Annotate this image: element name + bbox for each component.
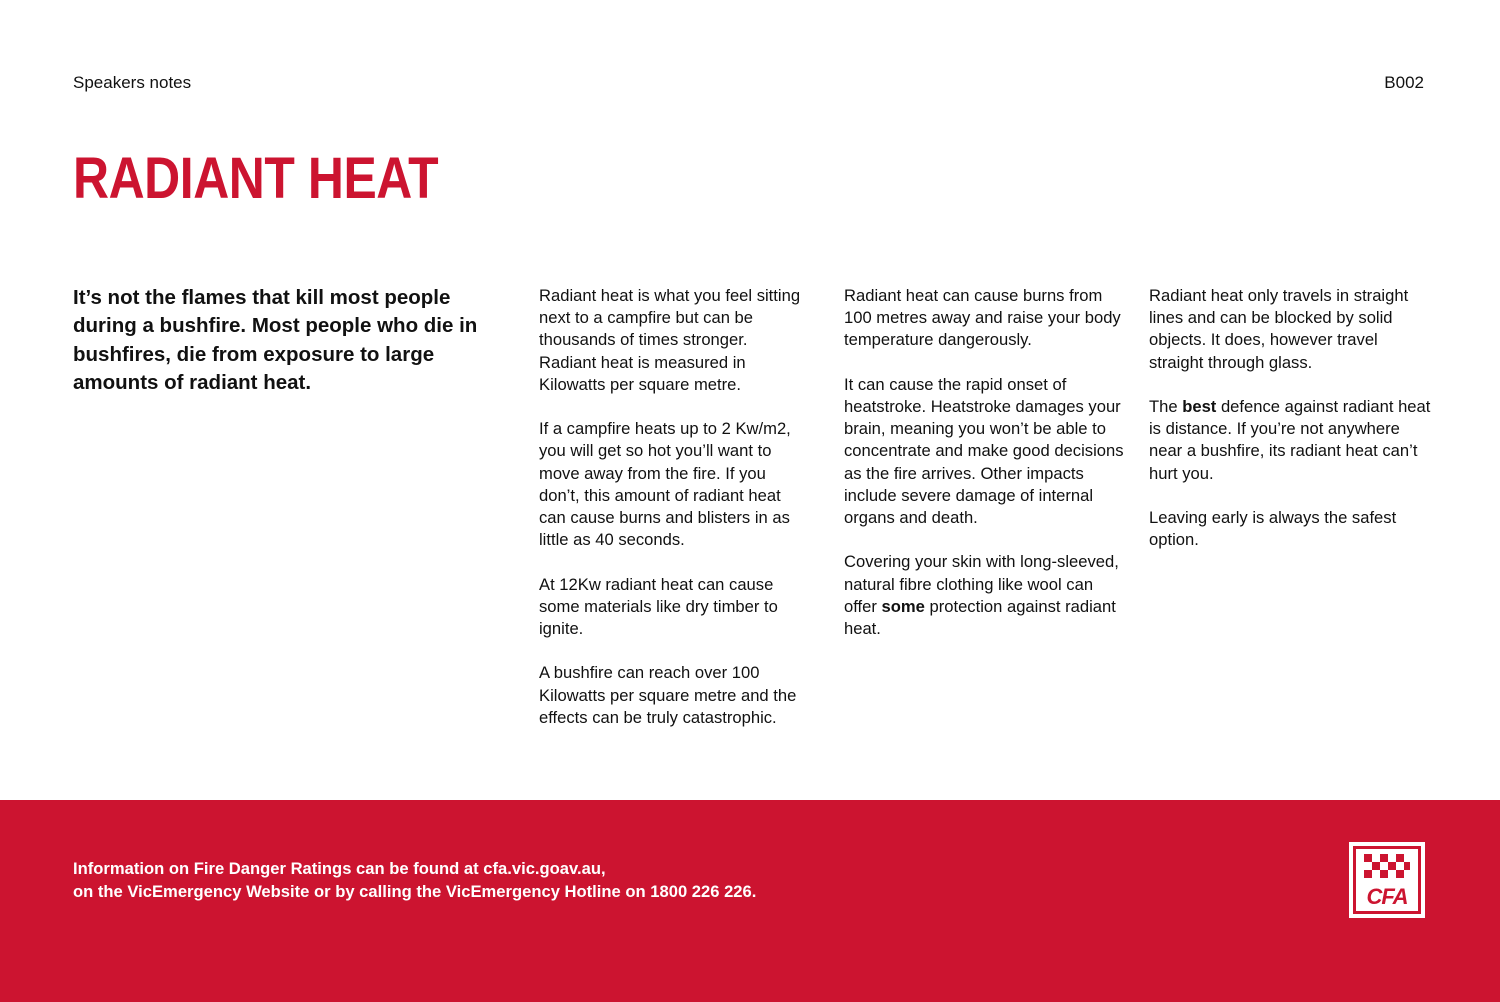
covering-emphasis: some xyxy=(881,596,925,616)
footer-line-2: on the VicEmergency Website or by calling the VicEmergency Hotline on 1800 226 226. xyxy=(73,882,757,901)
best-text-before: The xyxy=(1149,397,1183,416)
covering-text-before: Covering your skin with long-sleeved, natural fibre clothing like wool can offer xyxy=(844,552,1119,616)
paragraph-bushfire-100kw: A bushfire can reach over 100 Kilowatts per square metre and the effects can be truly catastrophic. xyxy=(539,663,797,727)
intro-statement: It’s not the flames that kill most people during a bushfire. Most people who die in bushfires, die from exposure to large amounts of radiant heat. xyxy=(73,286,478,394)
paragraph-covering-skin xyxy=(844,551,1129,640)
footer-info xyxy=(73,857,756,903)
paragraph-12kw: At 12Kw radiant heat can cause some materials like dry timber to ignite. xyxy=(539,574,778,639)
text-column-3 xyxy=(1149,285,1434,574)
paragraph-burns-100-metres: Radiant heat can cause burns from 100 metres away and raise your body temperature dangerously. xyxy=(844,286,1121,350)
text-column-1 xyxy=(539,285,809,751)
cfa-logo xyxy=(1349,842,1425,918)
speakers-notes-label: Speakers notes xyxy=(73,73,192,92)
footer-line-1: Information on Fire Danger Ratings can be found at cfa.vic.goav.au, xyxy=(73,859,606,878)
cfa-logo-text: CFA xyxy=(1366,884,1408,909)
page-code: B002 xyxy=(1384,73,1424,92)
paragraph-straight-lines: Radiant heat only travels in straight lines and can be blocked by solid objects. It does, however travel straight through glass. xyxy=(1149,286,1409,372)
paragraph-best-defence xyxy=(1149,396,1434,485)
paragraph-what-is-radiant-heat: Radiant heat is what you feel sitting next to a campfire but can be thousands of times stronger. Radiant heat is measured in Kilowatts per square metre. xyxy=(539,286,801,394)
paragraph-leaving-early: Leaving early is always the safest option. xyxy=(1149,508,1397,550)
paragraph-campfire-heat: If a campfire heats up to 2 Kw/m2, you will get so hot you’ll want to move away from the fire. If you don’t, this amount of radiant heat can cause burns and blisters in as little as 40 seconds. xyxy=(539,419,791,550)
page-title: RADIANT HEAT xyxy=(73,146,439,211)
paragraph-heatstroke: It can cause the rapid onset of heatstroke. Heatstroke damages your brain, meaning you won’t be able to concentrate and make good decisions as the fire arrives. Other impacts include severe damage of internal organs and death. xyxy=(844,374,1124,528)
footer-banner xyxy=(0,800,1500,1002)
covering-text-after: protection against radiant heat. xyxy=(844,596,1116,639)
best-emphasis: best xyxy=(1182,397,1217,416)
text-column-2 xyxy=(844,285,1129,662)
best-text-after: defence against radiant heat is distance. If you’re not anywhere near a bushfire, its radiant heat can’t hurt you. xyxy=(1149,397,1431,483)
